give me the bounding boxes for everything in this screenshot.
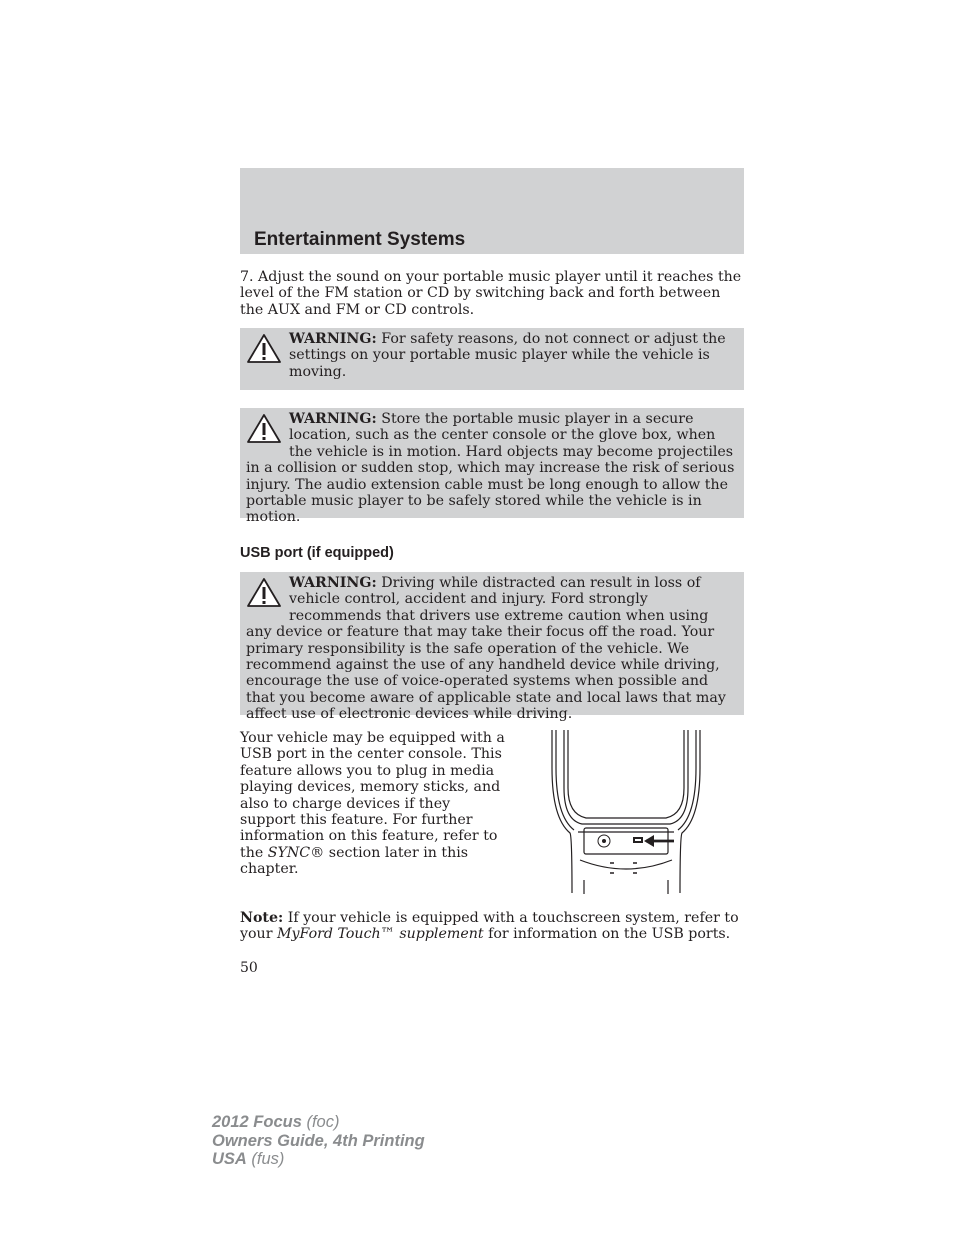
section-header-band [240, 168, 744, 254]
note-text-after: for information on the USB ports. [483, 926, 731, 943]
warning-label: WARNING: [289, 575, 377, 591]
warning-triangle-icon [246, 412, 282, 445]
warning-box-2 [240, 408, 744, 526]
footer-model-code: (foc) [301, 1113, 340, 1131]
warning-label: WARNING: [289, 331, 377, 347]
footer-market: USA [212, 1150, 247, 1168]
note-text-before: If your vehicle is equipped with a touchscreen system, refer to your [240, 910, 739, 943]
usb-description [240, 730, 505, 878]
page-number: 50 [240, 960, 258, 976]
warning-text: For safety reasons, do not connect or adjust the settings on your portable music player while the vehicle is moving. [289, 331, 726, 380]
sync-reference: SYNC® [267, 844, 325, 861]
warning-box-1 [240, 328, 744, 390]
footer-model: 2012 Focus [212, 1113, 302, 1131]
usb-text-before: Your vehicle may be equipped with a USB port in the center console. This feature allows you to plug in media playing devices, memory sticks, and also to charge devices if they support this feature. For further information on this feature, refer to the [240, 730, 505, 861]
footer-market-code: (fus) [246, 1150, 285, 1168]
myford-touch-reference: MyFord Touch™ supplement [277, 926, 484, 943]
section-title: Entertainment Systems [254, 229, 466, 250]
note-label: Note: [240, 910, 284, 926]
warning-box-3 [240, 572, 744, 723]
footer-line-2: Owners Guide, 4th Printing [212, 1131, 425, 1150]
note-paragraph [240, 910, 744, 943]
document-footer [212, 1113, 425, 1169]
warning-label: WARNING: [289, 411, 377, 427]
usb-section-heading: USB port (if equipped) [240, 545, 394, 561]
warning-text: Driving while distracted can result in loss of vehicle control, accident and injury. Ford strongly recommends that drivers use extreme caution when using any device or feature that may take their focus off the road. Your primary responsibility is the safe operation of the vehicle. We recommend against the use of any handheld device while driving, encourage the use of voice-operated systems when possible and that you become aware of applicable state and local laws that may affect use of electronic devices while driving. [246, 575, 726, 723]
usb-text-after: section later in this chapter. [240, 844, 469, 878]
center-console-usb-illustration [540, 728, 720, 896]
footer-line-3 [212, 1150, 425, 1169]
warning-text: Store the portable music player in a secure location, such as the center console or the glove box, when the vehicle is in motion. Hard objects may become projectiles in a collision or sudden stop, which may increase the risk of serious injury. The audio extension cable must be long enough to allow the portable music player to be safely stored while the vehicle is in motion. [246, 411, 735, 526]
warning-triangle-icon [246, 576, 282, 609]
warning-triangle-icon [246, 332, 282, 365]
footer-line-1 [212, 1113, 425, 1132]
step-7-text: 7. Adjust the sound on your portable music player until it reaches the level of the FM station or CD by switching back and forth between the AUX and FM or CD controls. [240, 269, 742, 318]
